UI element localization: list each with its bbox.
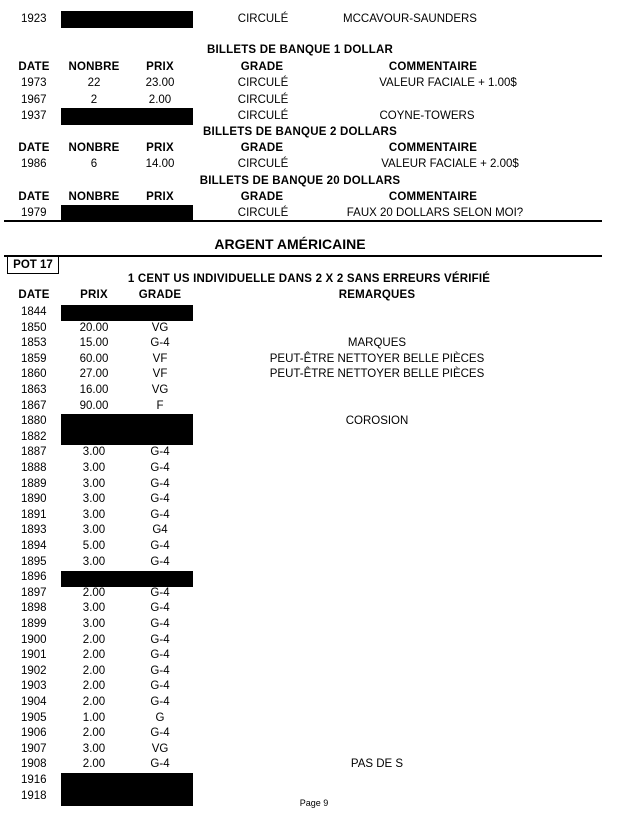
row-prix: 14.00 <box>145 158 175 170</box>
row-remark: PEUT-ÊTRE NETTOYER BELLE PIÈCES <box>269 368 485 380</box>
row-grade: G-4 <box>150 509 170 521</box>
row-grade: VF <box>152 353 168 365</box>
row-grade: G-4 <box>150 649 170 661</box>
row-grade: G-4 <box>150 680 170 692</box>
section-title-2-dollars: BILLETS DE BANQUE 2 DOLLARS <box>203 126 397 138</box>
row-date: 1880 <box>21 415 47 427</box>
row-grade: G-4 <box>150 478 170 490</box>
row-date: 1901 <box>21 649 47 661</box>
row-date: 1907 <box>21 743 47 755</box>
row-grade: CIRCULÉ <box>237 77 289 89</box>
row-date: 1905 <box>21 712 47 724</box>
row-prix: 90.00 <box>79 400 109 412</box>
row-date: 1897 <box>21 587 47 599</box>
row-date: 1916 <box>21 774 47 786</box>
row-date: 1937 <box>21 110 47 122</box>
row-remark: MARQUES <box>347 337 407 349</box>
row-date: 1923 <box>21 13 47 25</box>
row-prix: 3.00 <box>82 556 106 568</box>
row-nombre: 2 <box>90 94 98 106</box>
row-comment: FAUX 20 DOLLARS SELON MOI? <box>346 207 524 219</box>
row-prix: 3.00 <box>82 602 106 614</box>
row-comment: COYNE-TOWERS <box>379 110 475 122</box>
row-date: 1903 <box>21 680 47 692</box>
row-grade: CIRCULÉ <box>237 94 289 106</box>
row-prix: 2.00 <box>82 680 106 692</box>
row-date: 1887 <box>21 446 47 458</box>
col-header-nombre: NONBRE <box>68 191 120 203</box>
row-prix: 16.00 <box>79 384 109 396</box>
row-date: 1918 <box>21 790 47 802</box>
col-header-prix: PRIX <box>146 142 174 154</box>
row-date: 1844 <box>21 306 47 318</box>
row-date: 1890 <box>21 493 47 505</box>
row-prix: 3.00 <box>82 446 106 458</box>
row-prix: 15.00 <box>79 337 109 349</box>
row-prix: 2.00 <box>148 94 172 106</box>
row-prix: 2.00 <box>82 634 106 646</box>
row-prix: 2.00 <box>82 649 106 661</box>
row-date: 1906 <box>21 727 47 739</box>
section-title-1-cent: 1 CENT US INDIVIDUELLE DANS 2 X 2 SANS ERREURS VÉRIFIÉ <box>127 273 491 285</box>
pot-label: POT 17 <box>7 256 59 274</box>
row-grade: G-4 <box>150 602 170 614</box>
row-remark: PEUT-ÊTRE NETTOYER BELLE PIÈCES <box>269 353 485 365</box>
row-grade: CIRCULÉ <box>237 13 289 25</box>
row-prix: 23.00 <box>145 77 175 89</box>
row-date: 1894 <box>21 540 47 552</box>
page-number: Page 9 <box>299 798 329 808</box>
row-comment: VALEUR FACIALE + 2.00$ <box>381 158 519 170</box>
col-header-date: DATE <box>18 142 50 154</box>
row-grade: CIRCULÉ <box>237 158 289 170</box>
row-grade: G-4 <box>150 618 170 630</box>
row-date: 1867 <box>21 400 47 412</box>
row-comment: VALEUR FACIALE + 1.00$ <box>379 77 517 89</box>
row-date: 1863 <box>21 384 47 396</box>
row-date: 1900 <box>21 634 47 646</box>
row-date: 1904 <box>21 696 47 708</box>
row-grade: VG <box>151 322 169 334</box>
row-prix: 3.00 <box>82 618 106 630</box>
row-grade: VF <box>152 368 168 380</box>
redaction-block <box>61 414 193 445</box>
divider-line <box>4 220 602 222</box>
row-grade: F <box>156 400 164 412</box>
row-date: 1853 <box>21 337 47 349</box>
row-grade: G <box>155 712 165 724</box>
row-prix: 2.00 <box>82 587 106 599</box>
section-title-argent-americaine: ARGENT AMÉRICAINE <box>214 236 366 252</box>
row-grade: CIRCULÉ <box>237 110 289 122</box>
row-date: 1967 <box>21 94 47 106</box>
row-prix: 27.00 <box>79 368 109 380</box>
row-grade: G-4 <box>150 540 170 552</box>
row-date: 1973 <box>21 77 47 89</box>
row-grade: G-4 <box>150 758 170 770</box>
col-header-nombre: NONBRE <box>68 61 120 73</box>
row-date: 1888 <box>21 462 47 474</box>
row-prix: 3.00 <box>82 524 106 536</box>
row-prix: 1.00 <box>82 712 106 724</box>
col-header-remarques: REMARQUES <box>338 289 416 301</box>
row-prix: 2.00 <box>82 727 106 739</box>
row-grade: G4 <box>152 524 168 536</box>
row-prix: 20.00 <box>79 322 109 334</box>
col-header-grade: GRADE <box>240 142 284 154</box>
row-prix: 3.00 <box>82 509 106 521</box>
row-date: 1902 <box>21 665 47 677</box>
row-grade: VG <box>151 743 169 755</box>
row-grade: G-4 <box>150 587 170 599</box>
row-comment: MCCAVOUR-SAUNDERS <box>343 13 477 25</box>
row-prix: 60.00 <box>79 353 109 365</box>
redaction-block <box>61 773 193 806</box>
section-title-20-dollars: BILLETS DE BANQUE 20 DOLLARS <box>199 175 401 187</box>
col-header-prix: PRIX <box>146 61 174 73</box>
row-grade: G-4 <box>150 696 170 708</box>
row-remark: PAS DE S <box>350 758 404 770</box>
row-prix: 3.00 <box>82 462 106 474</box>
row-date: 1889 <box>21 478 47 490</box>
row-date: 1859 <box>21 353 47 365</box>
row-grade: G-4 <box>150 462 170 474</box>
row-grade: G-4 <box>150 493 170 505</box>
col-header-grade: GRADE <box>240 191 284 203</box>
col-header-date: DATE <box>18 191 50 203</box>
section-title-1-dollar: BILLETS DE BANQUE 1 DOLLAR <box>206 44 394 56</box>
row-grade: VG <box>151 384 169 396</box>
col-header-nombre: NONBRE <box>68 142 120 154</box>
row-date: 1860 <box>21 368 47 380</box>
row-date: 1898 <box>21 602 47 614</box>
row-date: 1899 <box>21 618 47 630</box>
row-date: 1893 <box>21 524 47 536</box>
row-prix: 3.00 <box>82 493 106 505</box>
redaction-block <box>61 109 193 125</box>
divider-line <box>4 255 602 257</box>
row-date: 1979 <box>21 207 47 219</box>
row-date: 1850 <box>21 322 47 334</box>
row-grade: G-4 <box>150 556 170 568</box>
col-header-prix: PRIX <box>80 289 108 301</box>
row-date: 1895 <box>21 556 47 568</box>
row-nombre: 6 <box>90 158 98 170</box>
row-prix: 3.00 <box>82 743 106 755</box>
col-header-date: DATE <box>18 289 50 301</box>
row-prix: 2.00 <box>82 665 106 677</box>
col-header-prix: PRIX <box>146 191 174 203</box>
row-grade: G-4 <box>150 446 170 458</box>
row-date: 1882 <box>21 431 47 443</box>
row-date: 1891 <box>21 509 47 521</box>
col-header-grade: GRADE <box>240 61 284 73</box>
col-header-commentaire: COMMENTAIRE <box>388 61 478 73</box>
row-grade: G-4 <box>150 634 170 646</box>
row-remark: COROSION <box>345 415 409 427</box>
row-grade: G-4 <box>150 665 170 677</box>
redaction-block <box>61 571 193 587</box>
row-nombre: 22 <box>87 77 101 89</box>
row-prix: 2.00 <box>82 696 106 708</box>
col-header-grade: GRADE <box>138 289 182 301</box>
row-date: 1908 <box>21 758 47 770</box>
col-header-date: DATE <box>18 61 50 73</box>
row-grade: G-4 <box>150 337 170 349</box>
row-prix: 2.00 <box>82 758 106 770</box>
row-prix: 3.00 <box>82 478 106 490</box>
redaction-block <box>61 11 193 28</box>
col-header-commentaire: COMMENTAIRE <box>388 142 478 154</box>
redaction-block <box>61 305 193 321</box>
col-header-commentaire: COMMENTAIRE <box>388 191 478 203</box>
row-grade: CIRCULÉ <box>237 207 289 219</box>
row-date: 1896 <box>21 571 47 583</box>
row-date: 1986 <box>21 158 47 170</box>
row-grade: G-4 <box>150 727 170 739</box>
row-prix: 5.00 <box>82 540 106 552</box>
